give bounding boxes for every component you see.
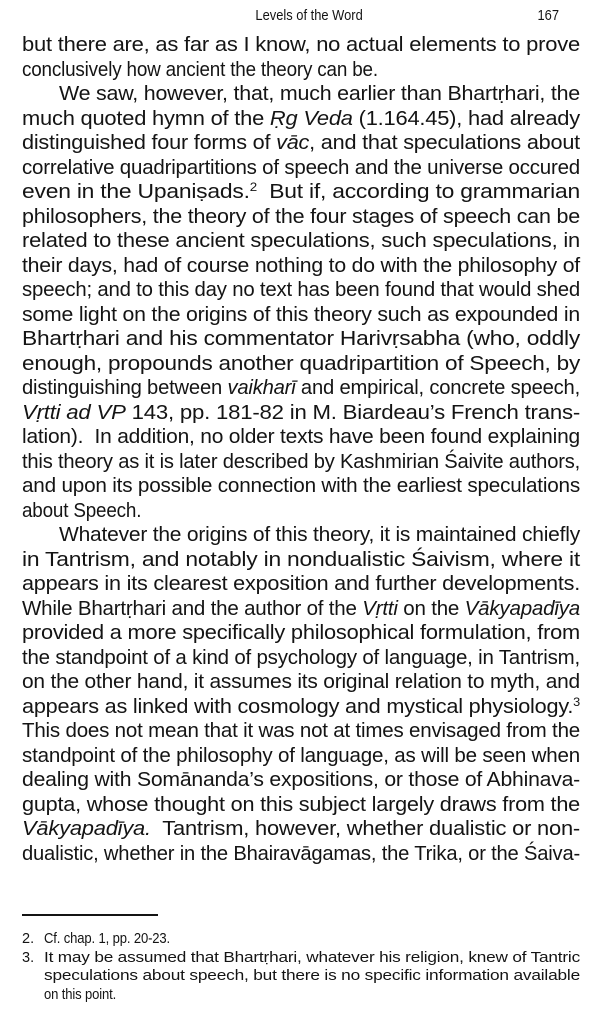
footnotes — [22, 930, 580, 1004]
italic-term-vaikhari: vaikharī — [227, 376, 296, 399]
footnote-ref-2[interactable]: 2 — [249, 180, 257, 194]
text-line — [22, 695, 580, 720]
footnote-2 — [22, 930, 580, 949]
italic-title-rg-veda: Ṛg Veda — [269, 106, 353, 130]
italic-title-vrtti-ad-vp: Vṛtti ad VP — [22, 400, 126, 424]
text-line: gupta, whose thought on this subject largely draws from the — [22, 792, 580, 816]
text-line: This does not mean that it was not at times envisaged from the — [22, 719, 580, 742]
text-run: distinguished four forms of — [22, 131, 277, 154]
text-run: appears as linked with cosmology and mystical physiology. — [22, 694, 574, 718]
text-line — [22, 401, 580, 426]
italic-term-vac: vāc — [276, 131, 310, 154]
text-line — [22, 376, 580, 401]
text-run: (1.164.45), had already — [352, 106, 580, 130]
text-line — [22, 597, 580, 622]
text-line: standpoint of the philosophy of language, as will be seen when — [22, 743, 580, 767]
text-line: appears in its clearest exposition and further developments. — [22, 572, 580, 595]
text-run: Tantrism, however, whether dualistic or non- — [150, 817, 581, 840]
footnote-line: It may be assumed that Bhartṛhari, whatever his religion, knew of Tantric — [44, 949, 580, 966]
text-line: some light on the origins of this theory such as expounded in — [22, 302, 580, 326]
body-text — [22, 33, 580, 866]
text-line: dualistic, whether in the Bhairavāgamas, the Trika, or the Śaiva- — [22, 841, 580, 865]
text-line: related to these ancient speculations, such speculations, in — [22, 229, 580, 252]
footnote-ref-3[interactable]: 3 — [573, 694, 580, 709]
text-run: 143, pp. 181-82 in M. Biardeau’s French trans- — [125, 400, 581, 424]
footnote-line: speculations about speech, but there is no specific information available — [44, 968, 580, 984]
text-line: this theory as it is later described by Kashmirian Śaivite authors, — [22, 449, 580, 473]
footnote-line: Cf. chap. 1, pp. 20-23. — [44, 931, 171, 947]
italic-title-vakyapadiya: Vākyapadīya. — [22, 817, 151, 840]
text-run: , and that speculations about — [309, 131, 580, 154]
text-line: and upon its possible connection with the earliest speculations — [22, 474, 580, 497]
footnote-divider — [22, 914, 158, 916]
text-line: enough, propounds another quadripartition of Speech, by — [22, 351, 580, 375]
text-line — [22, 180, 580, 205]
italic-title-vrtti: Vṛtti — [362, 596, 398, 620]
text-line: Whatever the origins of this theory, it is maintained chiefly — [59, 523, 580, 546]
text-line: philosophers, the theory of the four stages of speech can be — [22, 204, 580, 228]
text-line: speech; and to this day no text has been found that would shed — [22, 278, 580, 301]
text-run: While Bhartṛhari and the author of the — [22, 596, 363, 620]
text-line: about Speech. — [22, 498, 142, 522]
page-number: 167 — [537, 7, 560, 24]
text-run: even in the Upaniṣads. — [22, 180, 250, 203]
text-line: but there are, as far as I know, no actual elements to prove — [22, 33, 580, 56]
footnote-3 — [22, 949, 580, 1005]
text-run: much quoted hymn of the — [22, 106, 270, 130]
text-line: the standpoint of a kind of psychology of language, in Tantrism, — [22, 645, 580, 669]
italic-title-vakyapadiya: Vākyapadīya — [464, 596, 580, 620]
text-line: conclusively how ancient the theory can be. — [22, 57, 378, 81]
text-run: on the — [397, 596, 465, 620]
footnote-number: 2. — [22, 931, 35, 947]
text-line: lation). In addition, no older texts have been found explaining — [22, 425, 580, 448]
text-run: But if, according to grammarian — [256, 180, 580, 203]
text-run: and empirical, concrete speech, — [295, 376, 580, 399]
text-line: dealing with Somānanda’s expositions, or those of Abhinava- — [22, 768, 580, 791]
text-line: correlative quadripartitions of speech and the universe occured — [22, 155, 580, 179]
footnote-line: on this point. — [44, 986, 117, 1003]
running-title: Levels of the Word — [255, 7, 363, 24]
text-line: in Tantrism, and notably in nondualistic Śaivism, where it — [22, 547, 580, 571]
running-header — [0, 4, 560, 26]
footnote-number: 3. — [22, 949, 35, 966]
text-line — [22, 817, 580, 842]
text-line: provided a more specifically philosophical formulation, from — [22, 621, 580, 644]
text-line: We saw, however, that, much earlier than Bhartṛhari, the — [59, 82, 580, 105]
text-run: distinguishing between — [22, 376, 228, 399]
text-line — [22, 107, 580, 132]
text-line: their days, had of course nothing to do with the philosophy of — [22, 253, 580, 277]
text-line: Bhartṛhari and his commentator Harivṛsabha (who, oddly — [22, 327, 580, 350]
text-line: on the other hand, it assumes its original relation to myth, and — [22, 670, 580, 693]
text-line — [22, 131, 580, 156]
